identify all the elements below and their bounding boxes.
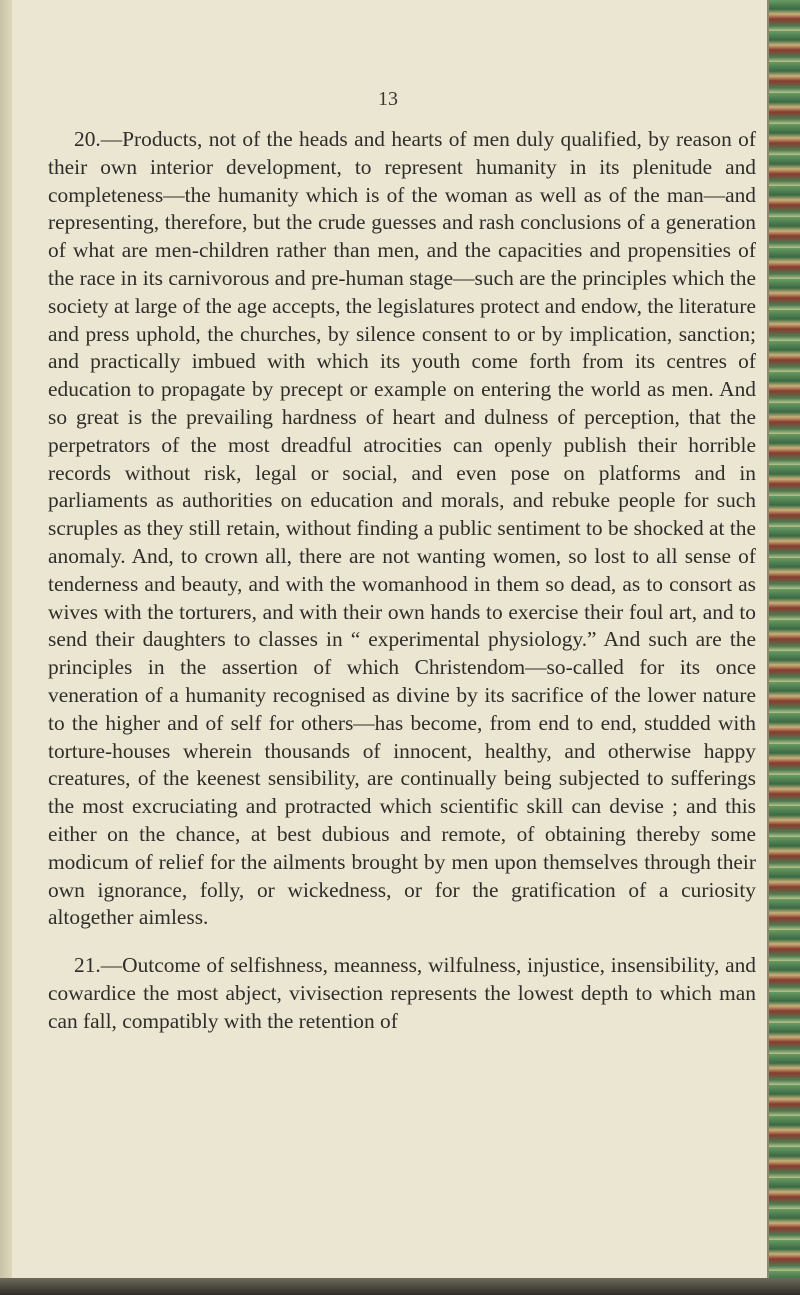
page-body <box>48 126 756 1036</box>
page-number: 13 <box>378 88 398 110</box>
book-gutter-edge <box>0 0 12 1295</box>
paragraph-20: 20.—Products, not of the heads and hearts of men duly qualified, by reason of their own interior development, to represent humanity in its plenitude and completeness—the humanity which is of the woman as well as of the man—and representing, therefore, but the crude guesses and rash conclusions of a generation of what are men-children rather than men, and the capacities and propensities of the race in its carnivorous and pre-human stage—such are the principles which the society at large of the age accepts, the legislatures protect and endow, the literature and press uphold, the churches, by silence consent to or by implication, sanction; and practically imbued with which its youth come forth from its centres of education to propagate by precept or example on entering the world as men. And so great is the prevailing hardness of heart and dulness of perception, that the perpetrators of the most dreadful atrocities can openly publish their horrible records without risk, legal or social, and even pose on platforms and in parliaments as authorities on education and morals, and rebuke people for such scruples as they still retain, without finding a public sentiment to be shocked at the anomaly. And, to crown all, there are not wanting women, so lost to all sense of tenderness and beauty, and with the womanhood in them so dead, as to consort as wives with the torturers, and with their own hands to exercise their foul art, and to send their daughters to classes in “ experimental physiology.” And such are the principles in the assertion of which Christendom—so-called for its once veneration of a humanity recognised as divine by its sacrifice of the lower nature to the higher and of self for others—has become, from end to end, studded with torture-houses wherein thousands of innocent, healthy, and otherwise happy creatures, of the keenest sensibility, are continually being subjected to sufferings the most excruciating and protracted which scientific skill can devise ; and this either on the chance, at best dubious and remote, of obtaining thereby some modicum of relief for the ailments brought by men upon themselves through their own ignorance, folly, or wickedness, or for the gratification of a curiosity altogether aimless. <box>48 127 756 930</box>
adjacent-page-edge <box>767 0 800 1295</box>
paragraph-21: 21.—Outcome of selfishness, meanness, wilfulness, injustice, insensibility, and cowardice the most abject, vivisection represents the lowest depth to which man can fall, compatibly with the retention of <box>48 953 756 1033</box>
page-bottom-shadow <box>0 1278 800 1295</box>
